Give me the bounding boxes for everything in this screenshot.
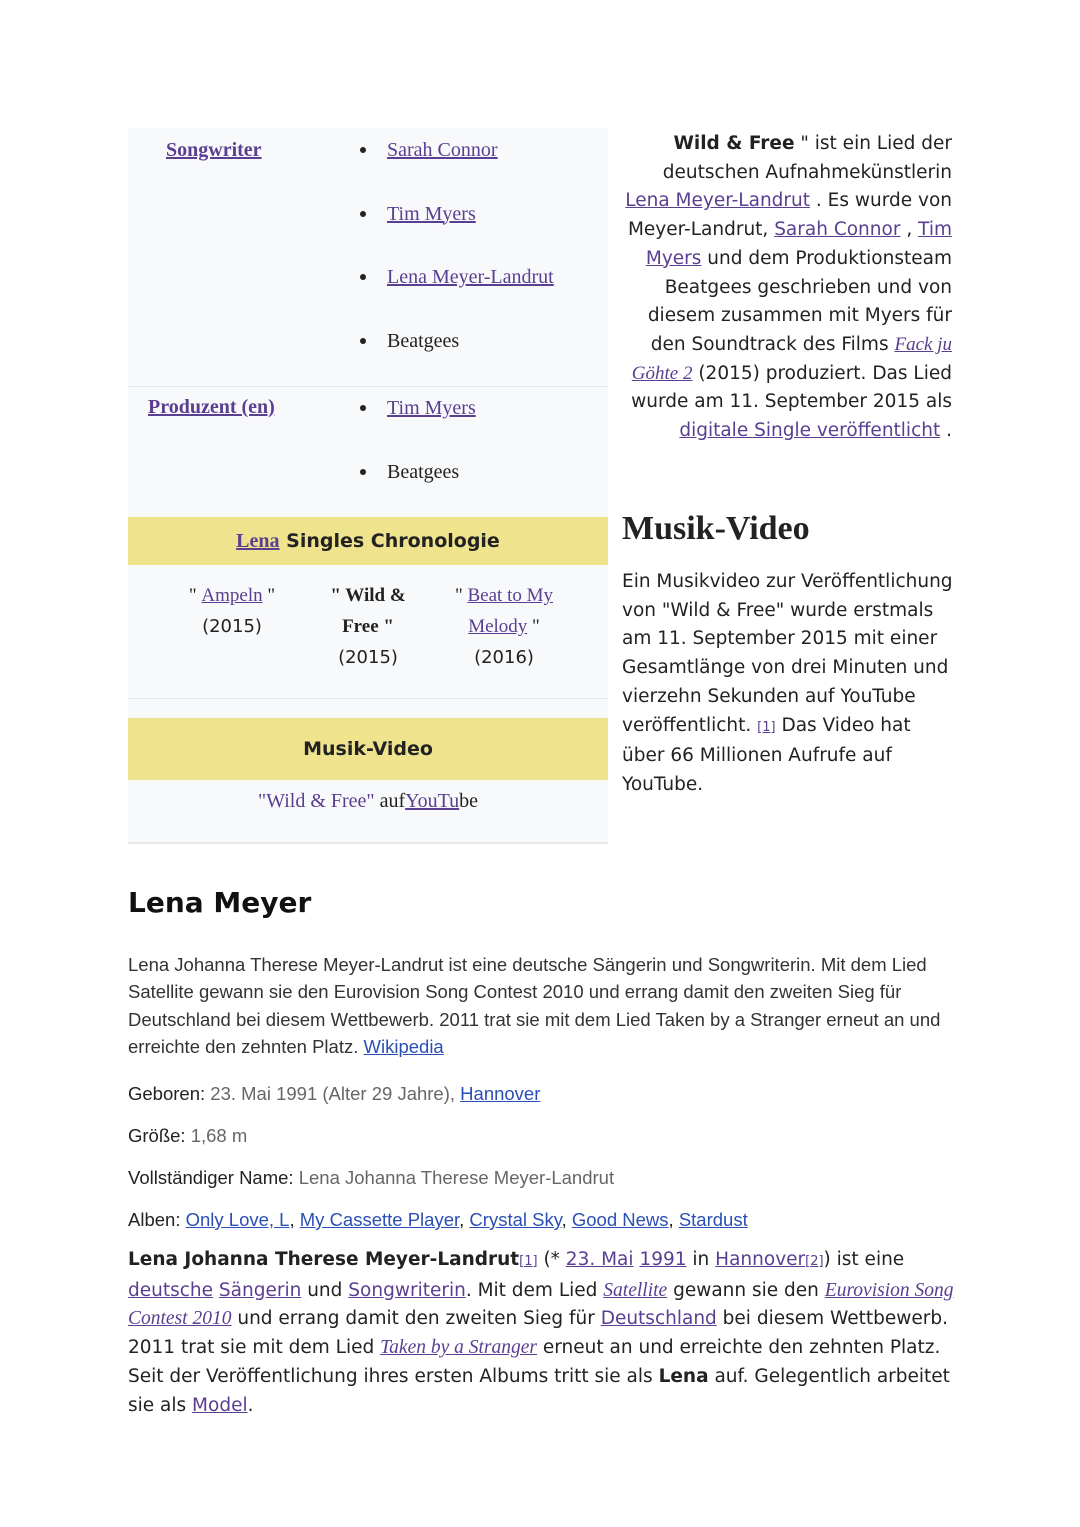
video-title-text: "Wild & Free" [257, 790, 375, 812]
chronology-lena-link[interactable]: Lena [236, 530, 280, 552]
next-single-link-part2[interactable]: Melody [468, 616, 528, 637]
albums-label: Alben: [128, 1209, 181, 1230]
song-title-bold: Wild & Free [673, 133, 795, 154]
fullname-value: Lena Johanna Therese Meyer-Landrut [293, 1167, 615, 1188]
divider [128, 698, 608, 699]
bio-text: gewann sie den [667, 1279, 825, 1301]
music-video-header: Musik-Video [128, 718, 608, 780]
producer-link-tim-myers[interactable]: Tim Myers [387, 397, 476, 419]
intro-text: (2015) produziert. Das Lied wurde am 11. September 2015 als [631, 362, 952, 413]
album-link-good-news[interactable]: Good News [571, 1209, 669, 1230]
fact-height [128, 1125, 247, 1147]
divider [128, 386, 608, 387]
lena-bold: Lena [658, 1365, 709, 1387]
producer-beatgees: Beatgees [387, 460, 460, 483]
birth-year-link[interactable]: 1991 [639, 1249, 687, 1270]
album-link-crystal-sky[interactable]: Crystal Sky [469, 1209, 562, 1230]
music-video-paragraph [622, 568, 957, 800]
hannover-bio-link[interactable]: Hannover [715, 1249, 806, 1270]
divider [128, 842, 608, 844]
bio-text: ) ist eine [823, 1249, 905, 1270]
separator: , [561, 1209, 572, 1230]
bio-text: und errang damit den zweiten Sieg für [231, 1308, 601, 1330]
album-link-stardust[interactable]: Stardust [678, 1209, 748, 1230]
reference-link[interactable]: [1] [757, 719, 776, 735]
model-link[interactable]: Model [192, 1394, 248, 1416]
wikipedia-link[interactable]: Wikipedia [363, 1035, 444, 1057]
songwriter-link-lena-meyer-landrut[interactable]: Lena Meyer-Landrut [387, 266, 554, 288]
intro-text: " ist ein Lied der deutschen Aufnahmekünstlerin [662, 133, 952, 183]
next-single-year: (2016) [474, 647, 534, 668]
infobox [128, 128, 608, 844]
intro-text: . Es wurde von Meyer-Landrut, [627, 190, 952, 241]
chronology-previous [182, 580, 282, 642]
chronology-next [444, 580, 564, 673]
music-video-heading: Musik-Video [622, 510, 810, 547]
quote-mark: " [378, 616, 394, 637]
taken-by-a-stranger-link[interactable]: Taken by a Stranger [380, 1337, 538, 1359]
songwriter-link-tim-myers[interactable]: Tim Myers [387, 202, 476, 225]
satellite-link[interactable]: Satellite [603, 1279, 668, 1301]
music-video-text: Ein Musikvideo zur Veröffentlichung von "Wild & Free" wurde erstmals am 11. September 2015 mit einer Gesamtlänge von drei Minuten und vierzehn Sekunden auf YouTube veröffentlicht. [622, 571, 953, 736]
video-auf-text: auf [374, 790, 406, 812]
separator: , [668, 1209, 679, 1230]
producer-list [360, 396, 476, 523]
previous-single-link[interactable]: Ampeln [201, 585, 263, 606]
deutschland-link[interactable]: Deutschland [600, 1308, 717, 1330]
bio-text: (* [537, 1249, 566, 1270]
separator: , [459, 1209, 470, 1230]
bio-name-bold: Lena Johanna Therese Meyer-Landrut [128, 1249, 520, 1270]
bio-text: bei diesem Wettbewerb. 2011 trat sie mit dem Lied [128, 1308, 948, 1359]
reference-link[interactable]: [1] [519, 1254, 538, 1269]
list-item [360, 460, 476, 524]
born-value: 23. Mai 1991 (Alter 29 Jahre), [205, 1083, 461, 1104]
song-intro-paragraph [620, 130, 952, 446]
hannover-link[interactable]: Hannover [460, 1083, 541, 1104]
bio-text: . Mit dem Lied [465, 1279, 604, 1301]
height-value: 1,68 m [185, 1125, 248, 1146]
music-video-text: Das Video hat über 66 Millionen Aufrufe auf YouTube. [622, 714, 911, 795]
bio-paragraph [128, 1246, 958, 1420]
fullname-label: Vollständiger Name: [128, 1167, 294, 1188]
fact-born [128, 1083, 540, 1105]
video-link-row [128, 790, 608, 813]
list-item [360, 396, 476, 460]
intro-text: . [940, 420, 952, 442]
film-link[interactable]: Fack ju Göhte 2 [631, 333, 952, 384]
list-item [360, 202, 554, 266]
youtube-link[interactable]: YouTu [405, 790, 460, 812]
bio-text: auf. Gelegentlich arbeitet sie als [128, 1365, 950, 1416]
quote-mark: " [188, 585, 202, 606]
bio-text: erneut an und erreichte den zehnten Platz. Seit der Veröffentlichung ihres ersten Albums tritt sie als [128, 1337, 941, 1387]
born-label: Geboren: [128, 1083, 206, 1104]
bio-text: in [686, 1249, 716, 1270]
album-link-my-cassette-player[interactable]: My Cassette Player [299, 1209, 460, 1230]
lena-meyer-heading: Lena Meyer [128, 886, 312, 919]
next-single-link-part1[interactable]: Beat to My [467, 585, 553, 606]
current-single-title-2: Free [342, 616, 379, 637]
digital-single-link[interactable]: digitale Single veröffentlicht [679, 420, 941, 442]
songwriterin-link[interactable]: Songwriterin [348, 1279, 466, 1301]
current-single-title-1: Wild & [345, 585, 406, 606]
quote-mark: " [330, 585, 346, 606]
producer-label-link[interactable]: Produzent (en) [148, 396, 275, 418]
intro-text: , [900, 219, 919, 241]
sarah-connor-link[interactable]: Sarah Connor [774, 219, 901, 241]
intro-text: und dem Produktionsteam Beatgees geschrieben und von diesem zusammen mit Myers für den Soundtrack des Films [647, 247, 952, 355]
height-label: Größe: [128, 1125, 186, 1146]
fact-full-name [128, 1167, 614, 1189]
bio-text: . [247, 1394, 254, 1416]
previous-single-year: (2015) [202, 616, 262, 637]
summary-text: Lena Johanna Therese Meyer-Landrut ist eine deutsche Sängerin und Songwriterin. Mit dem Lied Satellite gewann sie den Eurovision Song Contest 2010 und errang damit den zweiten Sieg für Deutschland bei diesem Wettbewerb. 2011 trat sie mit dem Lied Taken by a Stranger erneut an und erreichte den zehnten Platz. [128, 954, 941, 1057]
chronology-header [128, 517, 608, 565]
songwriter-list [360, 138, 554, 392]
chronology-header-text: Singles Chronologie [279, 530, 500, 552]
songwriter-link-sarah-connor[interactable]: Sarah Connor [387, 139, 498, 161]
fact-albums [128, 1209, 748, 1231]
lena-meyer-landrut-link[interactable]: Lena Meyer-Landrut [625, 190, 811, 212]
current-single-year: (2015) [338, 647, 398, 668]
youtube-suffix: be [459, 790, 479, 812]
lena-summary [128, 951, 958, 1060]
songwriter-beatgees: Beatgees [387, 329, 460, 352]
quote-mark: " [527, 616, 540, 637]
birth-date-link[interactable]: 23. Mai [565, 1249, 634, 1270]
tim-myers-link[interactable]: Tim Myers [645, 219, 952, 269]
chronology-current [313, 580, 423, 673]
saengerin-link[interactable]: Sängerin [218, 1279, 302, 1301]
songwriter-label-link[interactable]: Songwriter [166, 139, 262, 161]
quote-mark: " [454, 585, 468, 606]
list-item [360, 138, 554, 202]
reference-link[interactable]: [2] [805, 1254, 824, 1269]
album-link-only-love[interactable]: Only Love, L [185, 1209, 290, 1230]
quote-mark: " [262, 585, 276, 606]
eurovision-link[interactable]: Eurovision Song Contest 2010 [128, 1279, 954, 1330]
list-item [360, 265, 554, 329]
list-item [360, 329, 554, 393]
deutsche-link[interactable]: deutsche [128, 1279, 214, 1301]
bio-text: und [301, 1279, 349, 1301]
separator: , [289, 1209, 300, 1230]
